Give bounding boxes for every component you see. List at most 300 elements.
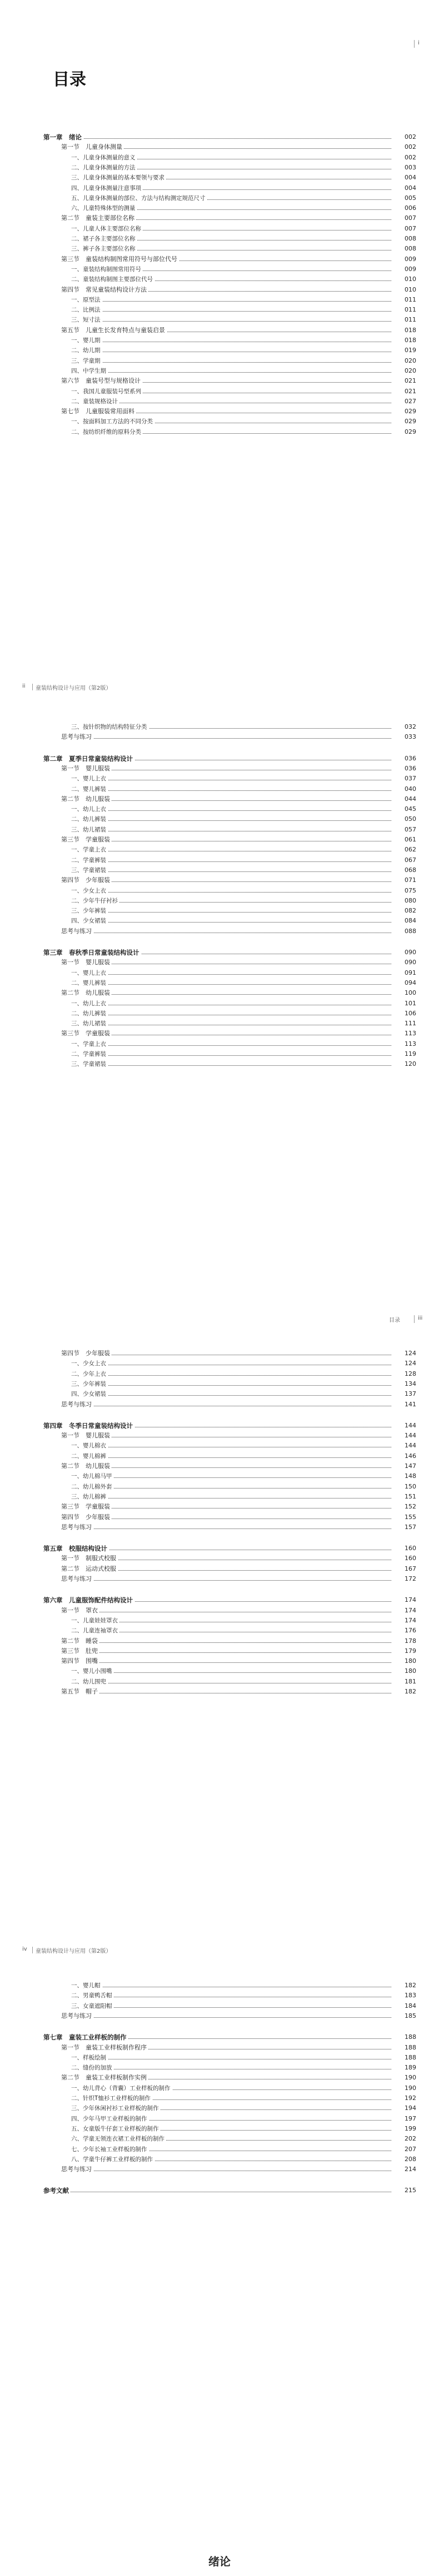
toc-entry-label: 一、原型法 [71,295,102,305]
toc-page-number: 004 [391,173,416,183]
toc-page-number: 106 [391,1009,416,1019]
toc-subsection-entry[interactable] [0,1059,439,1069]
toc-exercise-entry[interactable] [0,2011,439,2021]
toc-subsection-entry[interactable] [0,865,439,875]
toc-page-number: 006 [391,203,416,213]
dot-leader [71,372,391,373]
toc-section-entry[interactable] [0,1512,439,1522]
toc-subsection-entry[interactable] [0,1981,439,1991]
toc-entry-label: 第四章 冬季日常童装结构设计 [43,1421,134,1431]
toc-subsection-entry[interactable] [0,774,439,784]
toc-entry-label: 一、学童上衣 [71,845,108,855]
dot-leader [71,912,391,913]
toc-entry-label: 三、少年裤装 [71,1379,108,1389]
toc-subsection-entry[interactable] [0,1451,439,1461]
toc-subsection-entry[interactable] [0,855,439,865]
toc-page-number: 027 [391,397,416,407]
toc-entry-label: 第二节 睡袋 [61,1636,99,1646]
toc-page-number: 061 [391,835,416,845]
toc-subsection-entry[interactable] [0,1019,439,1029]
toc-entry-label: 第五节 儿童生长发育特点与童装启景 [61,325,167,335]
toc-page-number: 151 [391,1492,416,1502]
toc-subsection-entry[interactable] [0,1471,439,1481]
toc-page-number: 011 [391,315,416,325]
toc-page-number: 080 [391,896,416,906]
dot-leader [71,1045,391,1046]
toc-section-entry[interactable] [0,835,439,845]
toc-page-number: 119 [391,1049,416,1059]
toc-entry-label: 二、缝份的加放 [71,2063,114,2073]
toc-subsection-entry[interactable] [0,1389,439,1399]
toc-entry-label: 第四节 少年服装 [61,875,112,885]
toc-entry-label: 一、幼儿背心（背囊）工业样板的制作 [71,2083,172,2093]
toc-page-number: 141 [391,1400,416,1410]
toc-subsection-entry[interactable] [0,2103,439,2113]
toc-page-number: 011 [391,305,416,315]
toc-subsection-entry[interactable] [0,224,439,234]
toc-page-number: 005 [391,193,416,203]
toc-chapter-entry[interactable] [0,754,439,764]
toc-entry-label: 一、样板绘制 [71,2053,108,2063]
running-head-page-number: ii [22,683,26,689]
dot-leader [71,362,391,363]
toc-page-number: 147 [391,1461,416,1471]
dot-leader [61,1580,391,1581]
toc-page-number: 188 [391,2053,416,2063]
toc-subsection-entry[interactable] [0,234,439,244]
toc-section-entry[interactable] [0,1564,439,1574]
toc-entry-label: 二、少年牛仔衬衫 [71,896,119,906]
toc-entry-label: 第二节 幼儿服装 [61,794,112,804]
toc-entry-label: 第七节 儿童服装常用面料 [61,407,136,417]
toc-subsection-entry[interactable] [0,2053,439,2063]
toc-page-number: 179 [391,1646,416,1656]
toc-chapter-entry[interactable] [0,2186,439,2196]
toc-page-number: 192 [391,2093,416,2103]
toc-chapter-entry[interactable] [0,948,439,958]
toc-subsection-entry[interactable] [0,1482,439,1492]
toc-entry-label: 二、婴儿裤装 [71,978,108,988]
dot-leader [71,922,391,923]
toc-entry-label: 二、学童裤装 [71,1049,108,1059]
toc-section-entry[interactable] [0,407,439,417]
toc-chapter-entry[interactable] [0,132,439,142]
toc-exercise-entry[interactable] [0,2164,439,2174]
toc-subsection-entry[interactable] [0,427,439,437]
toc-subsection-entry[interactable] [0,335,439,345]
toc-entry-label: 五、儿童身体测量的部位、方法与结构测定规范尺寸 [71,193,207,203]
toc-subsection-entry[interactable] [0,2124,439,2134]
toc-subsection-entry[interactable] [0,387,439,397]
toc-entry-label: 二、幼儿裤装 [71,1009,108,1019]
toc-page-number: 033 [391,732,416,742]
toc-entry-label: 四、中学生期 [71,366,108,376]
toc-subsection-entry[interactable] [0,999,439,1009]
toc-entry-label: 二、裙子各主要部位名称 [71,234,137,244]
toc-page-number: 050 [391,814,416,824]
toc-page-number: 008 [391,244,416,254]
toc-exercise-entry[interactable] [0,1400,439,1410]
dot-leader [71,321,391,322]
toc-page-number: 202 [391,2134,416,2144]
toc-subsection-entry[interactable] [0,1359,439,1369]
toc-entry-label: 二、少年上衣 [71,1369,108,1379]
toc-page-number: 120 [391,1059,416,1069]
toc-entry-label: 一、幼儿上衣 [71,999,108,1009]
toc-subsection-entry[interactable] [0,264,439,274]
toc-page-number: 090 [391,958,416,968]
toc-subsection-entry[interactable] [0,163,439,173]
toc-entry-label: 五、女童版牛仔套工业样板的制作 [71,2124,161,2134]
dot-leader [61,1662,391,1663]
toc-subsection-entry[interactable] [0,1379,439,1389]
toc-page-number: 018 [391,335,416,345]
toc-entry-label: 第一章 绪论 [43,132,83,142]
toc-entry-label: 三、短寸法 [71,315,102,325]
toc-subsection-entry[interactable] [0,2001,439,2011]
toc-entry-label: 一、儿童身体测量的意义 [71,153,137,163]
toc-entry-label: 二、学童裤装 [71,855,108,865]
toc-page-number: 044 [391,794,416,804]
toc-page-number: 029 [391,407,416,417]
toc-section-entry[interactable] [0,1687,439,1697]
toc-page-number: 144 [391,1441,416,1451]
toc-page-number: 002 [391,142,416,152]
toc-subsection-entry[interactable] [0,2093,439,2103]
toc-page-number: 071 [391,875,416,885]
toc-section-entry[interactable] [0,1553,439,1563]
toc-subsection-entry[interactable] [0,183,439,193]
toc-page-number: 190 [391,2073,416,2083]
toc-section-entry[interactable] [0,958,439,968]
toc-page-number: 155 [391,1512,416,1522]
toc-entry-label: 二、儿童身体测量的方法 [71,163,137,173]
toc-entry-label: 第二节 童装主要部位名称 [61,213,136,223]
toc-entry-label: 二、儿童连袖罩衣 [71,1626,119,1636]
dot-leader [71,1498,391,1499]
toc-entry-label: 二、婴儿裤装 [71,784,108,794]
dot-leader [71,984,391,985]
toc-page-number: 062 [391,845,416,855]
toc-subsection-entry[interactable] [0,825,439,835]
toc-entry-label: 第三节 学童服装 [61,835,112,845]
toc-section-entry[interactable] [0,254,439,264]
toc-subsection-entry[interactable] [0,1492,439,1502]
toc-page-number: 007 [391,213,416,223]
toc-page-number: 174 [391,1606,416,1616]
toc-entry-label: 第一节 罩衣 [61,1606,99,1616]
dot-leader [71,1065,391,1066]
toc-entry-label: 第三节 学童服装 [61,1029,112,1039]
toc-exercise-entry[interactable] [0,926,439,936]
toc-entry-label: 六、学童无领连衣裙工业样板的制作 [71,2134,166,2144]
toc-entry-label: 第三节 肚兜 [61,1646,99,1656]
toc-subsection-entry[interactable] [0,814,439,824]
toc-subsection-entry[interactable] [0,1049,439,1059]
running-head-text: 童装结构设计与应用（第2版） [36,1948,112,1954]
toc-chapter-entry[interactable] [0,1421,439,1431]
toc-subsection-entry[interactable] [0,417,439,427]
toc-page-number: 091 [391,968,416,978]
toc-entry-label: 二、男童鸭舌帽 [71,1991,114,2001]
running-head-text: 童装结构设计与应用（第2版） [36,685,112,691]
toc-entry-label: 第四节 少年服装 [61,1512,112,1522]
toc-subsection-entry[interactable] [0,906,439,916]
toc-entry-label: 第六章 儿童服饰配件结构设计 [43,1595,134,1605]
toc-entry-label: 参考文献 [43,2186,71,2196]
toc-entry-label: 二、幼儿围兜 [71,1677,108,1687]
dot-leader [71,2007,391,2008]
toc-page-number: 036 [391,764,416,774]
toc-section-entry[interactable] [0,875,439,885]
toc-section-entry[interactable] [0,285,439,295]
toc-entry-label: 思考与练习 [61,1400,93,1410]
toc-section-entry[interactable] [0,376,439,386]
dot-leader [71,1477,391,1478]
toc-subsection-entry[interactable] [0,1666,439,1676]
dot-leader [61,1528,391,1529]
toc-entry-label: 第三章 春秋季日常童装结构设计 [43,948,141,958]
toc-subsection-entry[interactable] [0,2063,439,2073]
toc-page-number: 124 [391,1349,416,1359]
toc-exercise-entry[interactable] [0,732,439,742]
toc-subsection-entry[interactable] [0,1677,439,1687]
dot-leader [71,1672,391,1673]
toc-entry-label: 三、儿童身体测量的基本要领与要求 [71,173,166,183]
toc-subsection-entry[interactable] [0,968,439,978]
toc-subsection-entry[interactable] [0,193,439,203]
toc-page-number: 009 [391,254,416,264]
toc-subsection-entry[interactable] [0,2144,439,2154]
toc-subsection-entry[interactable] [0,244,439,254]
toc-subsection-entry[interactable] [0,2083,439,2093]
toc-subsection-entry[interactable] [0,1039,439,1049]
toc-exercise-entry[interactable] [0,1522,439,1532]
toc-subsection-entry[interactable] [0,845,439,855]
toc-subsection-entry[interactable] [0,886,439,896]
toc-subsection-entry[interactable] [0,896,439,906]
toc-page-number: 113 [391,1039,416,1049]
toc-page-number: 188 [391,2043,416,2053]
toc-section-entry[interactable] [0,1502,439,1512]
toc-entry-label: 第四节 围嘴 [61,1656,99,1666]
toc-entry-label: 第五节 帽子 [61,1687,99,1697]
toc-page-number: 176 [391,1626,416,1636]
toc-subsection-entry[interactable] [0,295,439,305]
toc-entry-label: 第三节 童装结构制图常用符号与部位代号 [61,254,179,264]
dot-leader [71,810,391,811]
toc-page-number: 029 [391,427,416,437]
toc-page-number: 111 [391,1019,416,1029]
toc-entry-label: 第六节 童装号型与规格设计 [61,376,142,386]
toc-page-number: 113 [391,1029,416,1039]
toc-section-entry[interactable] [0,794,439,804]
toc-subsection-entry[interactable] [0,804,439,814]
toc-subsection-entry[interactable] [0,2154,439,2164]
toc-page-number: 084 [391,916,416,926]
toc-section-entry[interactable] [0,2073,439,2083]
toc-section-entry[interactable] [0,1656,439,1666]
dot-leader [61,738,391,739]
toc-page-number: 185 [391,2011,416,2021]
dot-leader [71,974,391,975]
toc-entry-label: 思考与练习 [61,1574,93,1584]
toc-chapter-entry[interactable] [0,1595,439,1605]
toc-page-number: 199 [391,2124,416,2134]
toc-page-number: 180 [391,1656,416,1666]
toc-entry-label: 一、婴儿期 [71,335,102,345]
toc-page-number: 180 [391,1666,416,1676]
toc-subsection-entry[interactable] [0,366,439,376]
toc-entry-label: 一、婴儿帽 [71,1981,102,1991]
toc-subsection-entry[interactable] [0,1626,439,1636]
toc-subsection-entry[interactable] [0,722,439,732]
toc-page-number: 045 [391,804,416,814]
toc-entry-label: 第一节 婴儿服装 [61,1431,112,1441]
toc-page-number: 207 [391,2144,416,2154]
toc-entry-label: 第七章 童装工业样板的制作 [43,2032,128,2042]
toc-page-number: 029 [391,417,416,427]
toc-subsection-entry[interactable] [0,1991,439,2001]
toc-entry-label: 三、少年休闲衬衫工业样板的制作 [71,2103,161,2113]
toc-page-number: 152 [391,1502,416,1512]
toc-page-number: 172 [391,1574,416,1584]
toc-page-number: 178 [391,1636,416,1646]
toc-entry-label: 一、学童上衣 [71,1039,108,1049]
toc-page-number: 009 [391,264,416,274]
toc-entry-label: 一、婴儿上衣 [71,774,108,784]
dot-leader [71,1488,391,1489]
toc-page-number: 183 [391,1991,416,2001]
toc-entry-label: 一、婴儿小围嘴 [71,1666,114,1676]
toc-page-number: 011 [391,295,416,305]
toc-section-entry[interactable] [0,213,439,223]
toc-entry-label: 三、女童遮阳帽 [71,2001,114,2011]
dot-leader [71,871,391,872]
toc-page-number: 021 [391,376,416,386]
dot-leader [43,138,391,139]
toc-page-number: 002 [391,153,416,163]
toc-entry-label: 二、婴儿棉裤 [71,1451,108,1461]
toc-section-entry[interactable] [0,1029,439,1039]
toc-entry-label: 一、少女上衣 [71,1359,108,1369]
toc-section-entry[interactable] [0,1431,439,1441]
chapter-heading: 绪论 [208,2555,231,2568]
running-head-page-number: iii [418,1315,423,1321]
toc-page-number: 182 [391,1981,416,1991]
toc-page-number: 160 [391,1553,416,1563]
toc-entry-label: 八、学童牛仔裤工业样板的制作 [71,2154,154,2164]
toc-page-number: 021 [391,387,416,397]
toc-entry-label: 第一节 儿童身体测量 [61,142,124,152]
toc-entry-label: 思考与练习 [61,732,93,742]
toc-subsection-entry[interactable] [0,1441,439,1451]
toc-section-entry[interactable] [0,1646,439,1656]
toc-page-number: 194 [391,2103,416,2113]
toc-section-entry[interactable] [0,988,439,998]
toc-entry-label: 一、幼儿棉马甲 [71,1471,114,1481]
toc-entry-label: 思考与练习 [61,2164,93,2174]
dot-leader [71,1375,391,1376]
toc-subsection-entry[interactable] [0,153,439,163]
toc-subsection-entry[interactable] [0,203,439,213]
toc-subsection-entry[interactable] [0,274,439,284]
toc-subsection-entry[interactable] [0,345,439,355]
dot-leader [71,1385,391,1386]
toc-subsection-entry[interactable] [0,397,439,407]
toc-subsection-entry[interactable] [0,2134,439,2144]
toc-page-number: 188 [391,2032,416,2042]
toc-subsection-entry[interactable] [0,1616,439,1626]
toc-entry-label: 思考与练习 [61,926,93,936]
toc-entry-label: 七、少年长袖工业样板的制作 [71,2144,149,2154]
toc-entry-label: 一、我国儿童服装号型系列 [71,387,143,397]
toc-entry-label: 四、少年马甲工业样板的制作 [71,2114,149,2124]
toc-page-number: 214 [391,2164,416,2174]
toc-entry-label: 一、婴儿棉衣 [71,1441,108,1451]
toc-page-number: 002 [391,132,416,142]
toc-subsection-entry[interactable] [0,1009,439,1019]
toc-page-number: 018 [391,325,416,335]
toc-subsection-entry[interactable] [0,2114,439,2124]
toc-section-entry[interactable] [0,764,439,774]
toc-subsection-entry[interactable] [0,784,439,794]
toc-exercise-entry[interactable] [0,1574,439,1584]
toc-subsection-entry[interactable] [0,173,439,183]
toc-section-entry[interactable] [0,1349,439,1359]
toc-page-number: 019 [391,345,416,355]
toc-page-number: 174 [391,1616,416,1626]
toc-entry-label: 第二节 幼儿服装 [61,1461,112,1471]
toc-subsection-entry[interactable] [0,916,439,926]
dot-leader [71,1457,391,1458]
toc-section-entry[interactable] [0,142,439,152]
toc-entry-label: 三、裤子各主要部位名称 [71,244,137,254]
dot-leader [71,820,391,821]
toc-page-number: 146 [391,1451,416,1461]
toc-section-entry[interactable] [0,1636,439,1646]
toc-subsection-entry[interactable] [0,1369,439,1379]
toc-subsection-entry[interactable] [0,356,439,366]
dot-leader [71,790,391,791]
toc-subsection-entry[interactable] [0,315,439,325]
toc-subsection-entry[interactable] [0,305,439,315]
toc-entry-label: 四、少女裙装 [71,1389,108,1399]
toc-page-number: 101 [391,999,416,1009]
toc-entry-label: 二、幼儿裤装 [71,814,108,824]
toc-chapter-entry[interactable] [0,1543,439,1553]
toc-section-entry[interactable] [0,1606,439,1616]
toc-entry-label: 二、童装规格设计 [71,397,119,407]
dot-leader [71,301,391,302]
toc-entry-label: 一、少女上衣 [71,886,108,896]
toc-entry-label: 二、比例法 [71,305,102,315]
header-rule [32,684,33,690]
toc-subsection-entry[interactable] [0,978,439,988]
toc-section-entry[interactable] [0,1461,439,1471]
toc-entry-label: 四、少女裙装 [71,916,108,926]
toc-section-entry[interactable] [0,2043,439,2053]
toc-entry-label: 六、儿童特殊体型的测量 [71,203,137,213]
toc-page-number: 020 [391,366,416,376]
toc-page-number: 182 [391,1687,416,1697]
toc-page-number: 215 [391,2186,416,2196]
toc-chapter-entry[interactable] [0,2032,439,2042]
toc-section-entry[interactable] [0,325,439,335]
toc-entry-label: 第四节 少年服装 [61,1349,112,1359]
running-head-text: 目录 [389,1317,400,1324]
toc-page-number: 160 [391,1543,416,1553]
